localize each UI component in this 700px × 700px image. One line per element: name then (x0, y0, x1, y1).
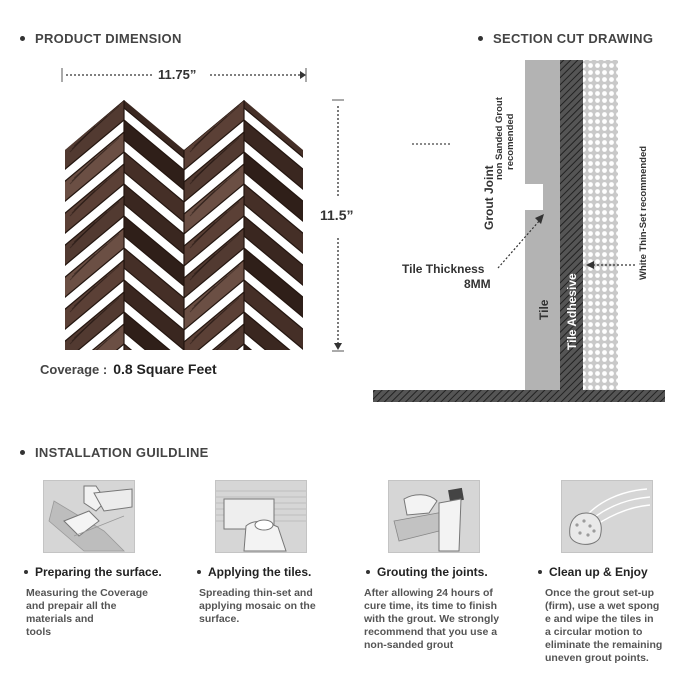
step-3-desc: After allowing 24 hours of cure time, its time to finish with the grout. We strongly recommend that you use a non-sanded grout (364, 587, 500, 651)
step-1-desc: Measuring the Coverage and prepair all the materials and tools (26, 587, 148, 638)
coverage (40, 361, 217, 377)
upper-tile (525, 60, 560, 184)
tile-thickness-label: Tile Thickness (402, 262, 485, 276)
base-layer (373, 390, 665, 402)
thinset-layer (583, 60, 618, 390)
step-4-desc: Once the grout set-up (firm), use a wet spong e and wipe the tiles in a circular motion to eliminate the remaining uneven grout points. (545, 587, 663, 664)
coverage-label: Coverage : (40, 362, 108, 377)
grout-float-icon (389, 481, 479, 552)
measuring-tape-icon (44, 481, 134, 552)
adhesive-label: Tile Adhesive (565, 273, 579, 350)
section-cut-title: SECTION CUT DRAWING (493, 31, 654, 46)
product-dimension-title: PRODUCT DIMENSION (35, 31, 182, 46)
grout-note-1: non Sanded Grout (494, 97, 505, 180)
step-1-illustration (43, 480, 135, 553)
step-2-title: Applying the tiles. (197, 565, 311, 579)
width-label: 11.75” (158, 67, 197, 82)
herringbone-mosaic-image (60, 95, 310, 350)
sponge-icon (562, 481, 652, 552)
grout-joint-label: Grout Joint (482, 165, 496, 230)
bullet-icon (197, 570, 201, 574)
section-cut-drawing (370, 55, 670, 405)
height-dimension-line (328, 98, 348, 354)
bullet-icon (20, 450, 25, 455)
bullet-icon (478, 36, 483, 41)
tile-thickness-value: 8MM (464, 277, 491, 291)
step-2-illustration (215, 480, 307, 553)
step-2-desc: Spreading thin-set and applying mosaic on the surface. (199, 587, 316, 625)
step-3-title: Grouting the joints. (366, 565, 488, 579)
grout-note-2: recomended (505, 113, 516, 170)
coverage-value: 0.8 Square Feet (113, 361, 217, 377)
step-4-illustration (561, 480, 653, 553)
trowel-icon (216, 481, 306, 552)
installation-heading (20, 445, 209, 460)
product-dimension-heading (20, 31, 182, 46)
installation-title: INSTALLATION GUILDLINE (35, 445, 209, 460)
height-label: 11.5” (320, 207, 354, 223)
section-cut-heading (478, 31, 653, 46)
bullet-icon (366, 570, 370, 574)
bullet-icon (20, 36, 25, 41)
bullet-icon (538, 570, 542, 574)
thinset-label: White Thin-Set recommended (638, 145, 649, 280)
step-1-title: Preparing the surface. (24, 565, 162, 579)
bullet-icon (24, 570, 28, 574)
step-4-title: Clean up & Enjoy (538, 565, 648, 579)
tile-label: Tile (537, 299, 551, 320)
step-3-illustration (388, 480, 480, 553)
